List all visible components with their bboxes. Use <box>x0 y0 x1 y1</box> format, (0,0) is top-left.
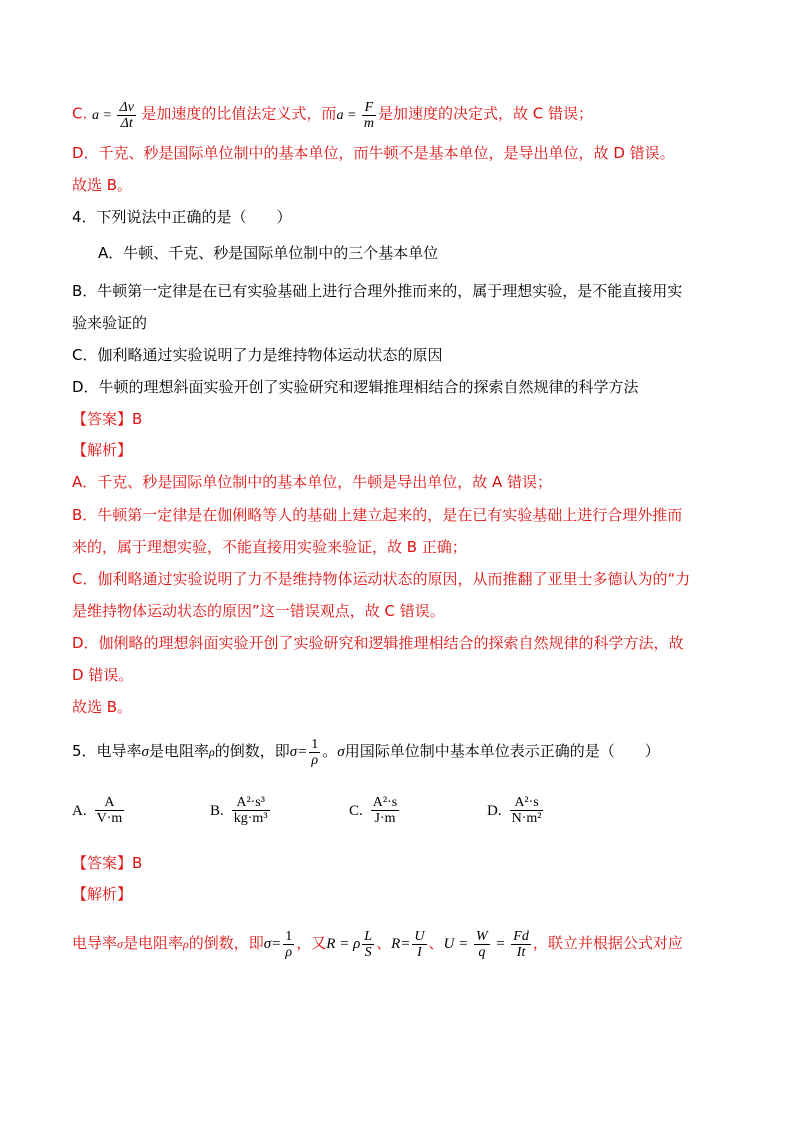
q5-analysis-4: ，又 <box>296 933 327 952</box>
formula-ohm: R= $\frac{U}{I}$ <box>391 929 425 960</box>
q4-analysis-c-2: 是维持物体运动状态的原因”这一错误观点，故 C 错误。 <box>72 602 445 620</box>
q4-option-b-2: 验来验证的 <box>72 314 148 332</box>
formula-a-decision: a = $\frac{F}{m}$ <box>336 100 375 131</box>
q5-analysis-2: 是电阻率 <box>122 933 183 952</box>
q5-option-c-num: A²·s <box>372 795 398 810</box>
q5-option-b-fraction <box>232 795 270 826</box>
q4-stem: 4．下列说法中正确的是（ ） <box>72 208 292 226</box>
q5-analysis-5: 、 <box>376 933 392 952</box>
q5-option-c-label: C. <box>349 802 363 819</box>
q5-stem-1: 5．电导率 <box>72 741 142 760</box>
formula-sigma-2: σ= $\frac{1}{\rho}$ <box>263 929 293 960</box>
q5-option-b-num: A²·s³ <box>236 795 265 810</box>
q5-option-b-den: kg·m³ <box>233 811 268 826</box>
q5-stem <box>72 737 660 768</box>
q5-option-d <box>487 795 545 826</box>
q5-option-b-label: B. <box>210 802 224 819</box>
formula-sigma-inverse-rho: σ= $\frac{1}{\rho}$ <box>289 737 319 768</box>
q3-option-d: D．千克、秒是国际单位制中的基本单位，而牛顿不是基本单位，是导出单位，故 D 错误。 <box>72 144 675 162</box>
q5-stem-3: 的倒数，即 <box>214 741 290 760</box>
q4-option-d: D．牛顿的理想斜面实验开创了实验研究和逻辑推理相结合的探索自然规律的科学方法 <box>72 378 639 396</box>
q5-option-a-label: A. <box>72 802 87 819</box>
q3-option-c-text1: 是加速度的比值法定义式，而 <box>141 104 337 123</box>
q4-analysis-header: 【解析】 <box>72 441 133 459</box>
formula-a-definition: a = $\frac{\Delta v}{\Delta t}$ <box>92 100 134 131</box>
q3-option-c-text2: 是加速度的决定式，故 C 错误； <box>378 104 594 123</box>
q4-analysis-d-1: D．伽俐略的理想斜面实验开创了实验研究和逻辑推理相结合的探索自然规律的科学方法，故 <box>72 634 684 652</box>
q5-option-b <box>210 795 272 826</box>
symbol-rho: ρ <box>208 744 215 759</box>
q4-analysis-a: A．千克、秒是国际单位制中的基本单位，牛顿是导出单位，故 A 错误； <box>72 473 553 491</box>
q5-analysis-3: 的倒数，即 <box>188 933 264 952</box>
q4-conclusion: 故选 B。 <box>72 698 133 716</box>
q5-option-a-num: A <box>104 795 115 810</box>
symbol-sigma-2: σ <box>337 743 345 760</box>
q5-analysis-7: ，联立并根据公式对应 <box>532 933 683 952</box>
q4-analysis-b-2: 来的，属于理想实验，不能直接用实验来验证，故 B 正确； <box>72 538 467 556</box>
q5-analysis-6: 、 <box>428 933 444 952</box>
symbol-sigma: σ <box>141 743 149 760</box>
q5-option-d-label: D. <box>487 802 502 819</box>
q5-analysis-header: 【解析】 <box>72 885 133 903</box>
q5-option-a-fraction <box>95 795 125 826</box>
q5-answer: 【答案】B <box>72 854 143 872</box>
q5-option-a-den: V·m <box>96 811 123 826</box>
q4-option-a: A．牛顿、千克、秒是国际单位制中的三个基本单位 <box>98 244 439 262</box>
q5-option-d-den: N·m² <box>511 811 542 826</box>
q3-option-c <box>72 100 593 131</box>
q5-analysis-1: 电导率 <box>72 933 118 952</box>
symbol-rho-2: ρ <box>182 936 189 951</box>
q4-analysis-b-1: B．牛顿第一定律是在伽俐略等人的基础上建立起来的，是在已有实验基础上进行合理外推而 <box>72 506 683 524</box>
q4-answer: 【答案】B <box>72 410 143 428</box>
q5-option-c-fraction <box>371 795 399 826</box>
q5-stem-5: 用国际单位制中基本单位表示正确的是（ ） <box>344 741 660 760</box>
q5-option-d-num: A²·s <box>514 795 539 810</box>
q5-stem-2: 是电阻率 <box>148 741 209 760</box>
q5-option-a <box>72 795 126 826</box>
q3-conclusion: 故选 B。 <box>72 176 133 194</box>
q5-analysis-line <box>72 929 683 960</box>
formula-voltage: U = $\frac{W}{q}$ = $\frac{Fd}{It}$ <box>443 929 529 960</box>
q5-stem-4: 。 <box>322 741 338 760</box>
q4-analysis-d-2: D 错误。 <box>72 666 134 684</box>
q5-option-d-fraction <box>510 795 544 826</box>
symbol-sigma-3: σ <box>117 936 123 951</box>
formula-resistance: R = ρ $\frac{L}{S}$ <box>326 929 373 960</box>
q5-option-c-den: J·m <box>371 810 399 826</box>
q4-option-b-1: B．牛顿第一定律是在已有实验基础上进行合理外推而来的，属于理想实验，是不能直接用实 <box>72 282 683 300</box>
q5-option-c <box>349 795 401 826</box>
q4-analysis-c-1: C．伽利略通过实验说明了力不是维持物体运动状态的原因，从而推翻了亚里士多德认为的“力 <box>72 570 691 588</box>
q4-option-c: C．伽利略通过实验说明了力是维持物体运动状态的原因 <box>72 346 443 364</box>
q3-option-c-label: C. <box>72 104 88 123</box>
